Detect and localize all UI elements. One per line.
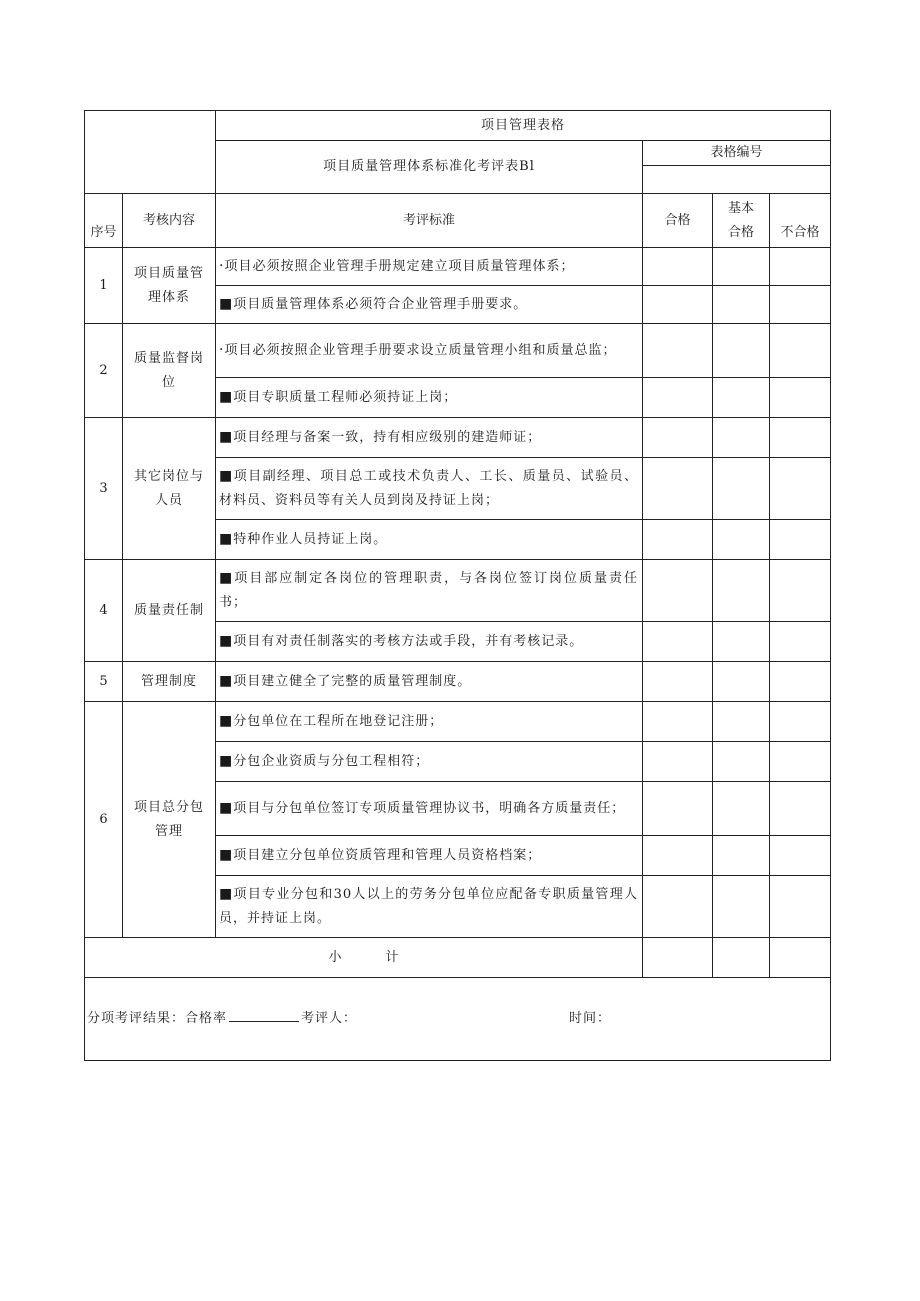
basic-pass-cell[interactable] [713,520,770,560]
fail-cell[interactable] [770,876,831,938]
standard-text: 项目副经理、项目总工或技术负责人、工长、质量员、试验员、材料员、资料员等有关人员到岗及持证上岗； [219,469,638,508]
standard-text: 项目质量管理体系必须符合企业管理手册要求。 [233,297,528,312]
header-standard: 考评标准 [216,194,643,248]
standard-cell [216,286,643,324]
fail-cell[interactable] [770,418,831,458]
time-label: 时间： [569,1011,612,1026]
section-content: 项目质量管理体系 [123,248,216,324]
pass-cell[interactable] [643,742,713,782]
fail-cell[interactable] [770,662,831,702]
basic-pass-cell[interactable] [713,378,770,418]
fail-cell[interactable] [770,378,831,418]
section-content: 管理制度 [123,662,216,702]
filled-square-bullet: ■ [219,531,234,547]
standard-text: 项目专职质量工程师必须持证上岗； [233,390,458,405]
basic-pass-cell[interactable] [713,560,770,622]
pass-cell[interactable] [643,286,713,324]
standard-cell [216,418,643,458]
standard-text: 项目必须按照企业管理手册要求设立质量管理小组和质量总监； [224,343,617,358]
section-content: 项目总分包管理 [123,702,216,938]
section-content: 质量责任制 [123,560,216,662]
pass-cell[interactable] [643,836,713,876]
standard-cell [216,702,643,742]
standard-cell [216,836,643,876]
standard-text: 分包企业资质与分包工程相符； [233,754,430,769]
dot-bullet: · [219,342,225,358]
header-content: 考核内容 [123,194,216,248]
pass-cell[interactable] [643,662,713,702]
subtotal-fail-cell[interactable] [770,938,831,978]
standard-text: 项目部应制定各岗位的管理职责，与各岗位签订岗位质量责任书； [219,571,638,610]
standard-text: 项目与分包单位签订专项质量管理协议书，明确各方质量责任； [233,801,626,816]
standard-text: 项目经理与备案一致，持有相应级别的建造师证； [233,430,542,445]
standard-text: 项目建立分包单位资质管理和管理人员资格档案； [233,848,542,863]
basic-pass-cell[interactable] [713,782,770,836]
pass-cell[interactable] [643,378,713,418]
basic-pass-cell[interactable] [713,742,770,782]
blank-corner-cell [85,111,216,194]
pass-rate-blank[interactable] [229,1007,299,1022]
header-seq: 序号 [85,194,123,248]
filled-square-bullet: ■ [219,800,234,816]
section-seq: 6 [85,702,123,938]
subtotal-basic-pass-cell[interactable] [713,938,770,978]
table-row [85,662,831,702]
standard-cell [216,876,643,938]
header-fail: 不合格 [770,194,831,248]
fail-cell[interactable] [770,520,831,560]
form-name: 项目质量管理体系标准化考评表Bl [216,141,643,194]
basic-pass-cell[interactable] [713,458,770,520]
section-seq: 2 [85,324,123,418]
section-seq: 4 [85,560,123,662]
basic-pass-cell[interactable] [713,702,770,742]
filled-square-bullet: ■ [219,753,234,769]
header-pass: 合格 [643,194,713,248]
standard-text: 项目建立健全了完整的质量管理制度。 [233,674,472,689]
header-basic-pass-line1: 基本 [727,200,754,216]
reviewer-label: 考评人： [301,1011,358,1026]
basic-pass-cell[interactable] [713,286,770,324]
fail-cell[interactable] [770,836,831,876]
basic-pass-cell[interactable] [713,418,770,458]
result-label: 分项考评结果：合格率 [87,1011,228,1026]
standard-cell [216,662,643,702]
basic-pass-cell[interactable] [713,662,770,702]
pass-cell[interactable] [643,560,713,622]
filled-square-bullet: ■ [219,633,234,649]
subtotal-pass-cell[interactable] [643,938,713,978]
filled-square-bullet: ■ [219,673,234,689]
table-row [85,702,831,742]
filled-square-bullet: ■ [219,389,234,405]
table-row [85,324,831,378]
table-row [85,418,831,458]
basic-pass-cell[interactable] [713,248,770,286]
fail-cell[interactable] [770,702,831,742]
section-content: 质量监督岗位 [123,324,216,418]
filled-square-bullet: ■ [219,296,234,312]
form-title: 项目管理表格 [216,111,831,141]
basic-pass-cell[interactable] [713,324,770,378]
standard-cell [216,560,643,622]
standard-cell [216,248,643,286]
standard-text: 分包单位在工程所在地登记注册； [233,714,444,729]
fail-cell[interactable] [770,782,831,836]
section-seq: 1 [85,248,123,324]
form-number-label: 表格编号 [643,141,831,166]
header-basic-pass-line2: 合格 [727,224,754,240]
standard-text: 项目有对责任制落实的考核方法或手段，并有考核记录。 [233,634,584,649]
standard-cell [216,324,643,378]
filled-square-bullet: ■ [219,886,234,902]
basic-pass-cell[interactable] [713,876,770,938]
filled-square-bullet: ■ [219,713,234,729]
standard-cell [216,378,643,418]
fail-cell[interactable] [770,622,831,662]
filled-square-bullet: ■ [219,468,234,484]
fail-cell[interactable] [770,324,831,378]
subtotal-label: 小计 [85,938,643,978]
pass-cell[interactable] [643,248,713,286]
pass-cell[interactable] [643,458,713,520]
fail-cell[interactable] [770,248,831,286]
filled-square-bullet: ■ [219,429,234,445]
filled-square-bullet: ■ [219,847,234,863]
standard-text: 特种作业人员持证上岗。 [233,532,388,547]
fail-cell[interactable] [770,560,831,622]
standard-cell [216,458,643,520]
standard-text: 项目专业分包和30人以上的劳务分包单位应配备专职质量管理人员，并持证上岗。 [219,887,638,926]
standard-text: 项目必须按照企业管理手册规定建立项目质量管理体系； [224,259,575,274]
section-seq: 5 [85,662,123,702]
table-row [85,248,831,286]
standard-cell [216,622,643,662]
pass-cell[interactable] [643,622,713,662]
fail-cell[interactable] [770,742,831,782]
basic-pass-cell[interactable] [713,622,770,662]
pass-cell[interactable] [643,520,713,560]
fail-cell[interactable] [770,458,831,520]
pass-cell[interactable] [643,782,713,836]
form-number-value[interactable] [643,166,831,194]
header-basic-pass [713,194,770,248]
evaluation-form-table [84,110,831,1061]
table-row [85,560,831,622]
standard-cell [216,782,643,836]
footer-row [85,978,831,1061]
pass-cell[interactable] [643,418,713,458]
basic-pass-cell[interactable] [713,836,770,876]
pass-cell[interactable] [643,324,713,378]
standard-cell [216,742,643,782]
filled-square-bullet: ■ [219,570,235,586]
dot-bullet: · [219,258,225,274]
fail-cell[interactable] [770,286,831,324]
pass-cell[interactable] [643,876,713,938]
section-content: 其它岗位与人员 [123,418,216,560]
pass-cell[interactable] [643,702,713,742]
section-seq: 3 [85,418,123,560]
standard-cell [216,520,643,560]
